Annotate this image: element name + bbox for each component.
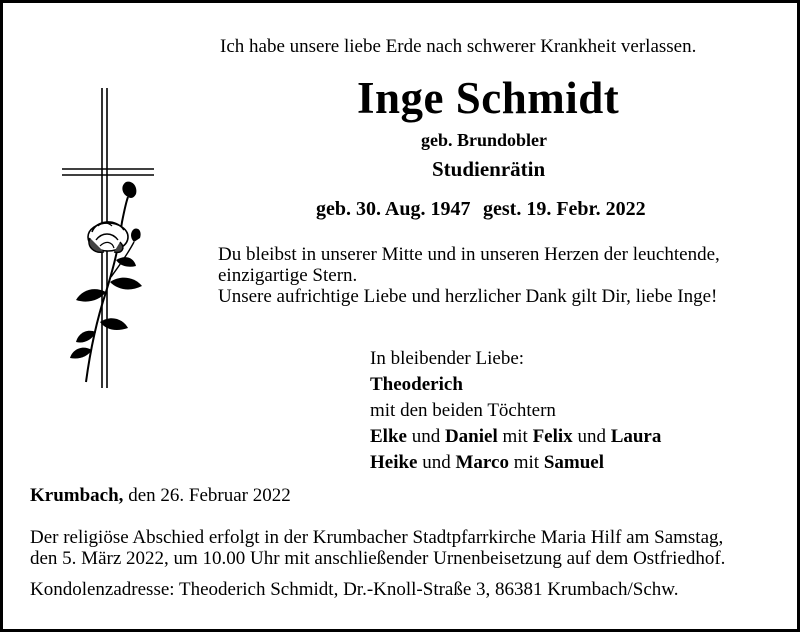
funeral-line: den 5. März 2022, um 10.00 Uhr mit anschließender Urnenbeisetzung auf dem Ostfriedhof. (30, 548, 726, 569)
date: den 26. Februar 2022 (123, 485, 291, 506)
birth-date: geb. 30. Aug. 1947 (316, 198, 471, 220)
connector: mit (508, 452, 544, 473)
condolence-address: Kondolenzadresse: Theoderich Schmidt, Dr.-Knoll-Straße 3, 86381 Krumbach/Schw. (30, 579, 679, 600)
connector: und (572, 426, 611, 447)
daughters-line: mit den beiden Töchtern (370, 400, 556, 421)
family-member: Daniel (444, 426, 498, 447)
connector: und (417, 452, 456, 473)
funeral-info (30, 527, 725, 569)
quote-line: einzigartige Stern. (218, 265, 358, 286)
family-member: Elke (370, 426, 407, 447)
maiden-name: geb. Brundobler (421, 130, 548, 150)
quote-line: Du bleibst in unserer Mitte und in unseren Herzen der leuchtende, (218, 244, 720, 265)
spouse-name: Theoderich (370, 374, 463, 395)
death-date: gest. 19. Febr. 2022 (483, 198, 646, 220)
quote-line: Unsere aufrichtige Liebe und herzlicher Dank gilt Dir, liebe Inge! (218, 286, 718, 307)
family-member: Laura (610, 426, 662, 447)
deceased-name: Inge Schmidt (357, 73, 620, 123)
mourners-block (370, 346, 661, 476)
family-line-2 (370, 450, 661, 476)
family-member: Heike (370, 452, 418, 473)
memorial-quote (218, 244, 720, 307)
cross-with-rose-icon (56, 82, 160, 392)
place: Krumbach, (30, 485, 124, 506)
mourners-heading: In bleibender Liebe: (370, 348, 525, 369)
family-member: Felix (532, 426, 573, 447)
intro-text: Ich habe unsere liebe Erde nach schwerer Krankheit verlassen. (220, 36, 697, 57)
profession: Studienrätin (432, 157, 546, 181)
place-date (30, 485, 291, 507)
funeral-line: Der religiöse Abschied erfolgt in der Krumbacher Stadtpfarrkirche Maria Hilf am Samstag, (30, 527, 724, 548)
family-member: Marco (455, 452, 509, 473)
connector: und (406, 426, 445, 447)
connector: mit (497, 426, 533, 447)
family-member: Samuel (543, 452, 604, 473)
family-line-1 (370, 424, 661, 450)
